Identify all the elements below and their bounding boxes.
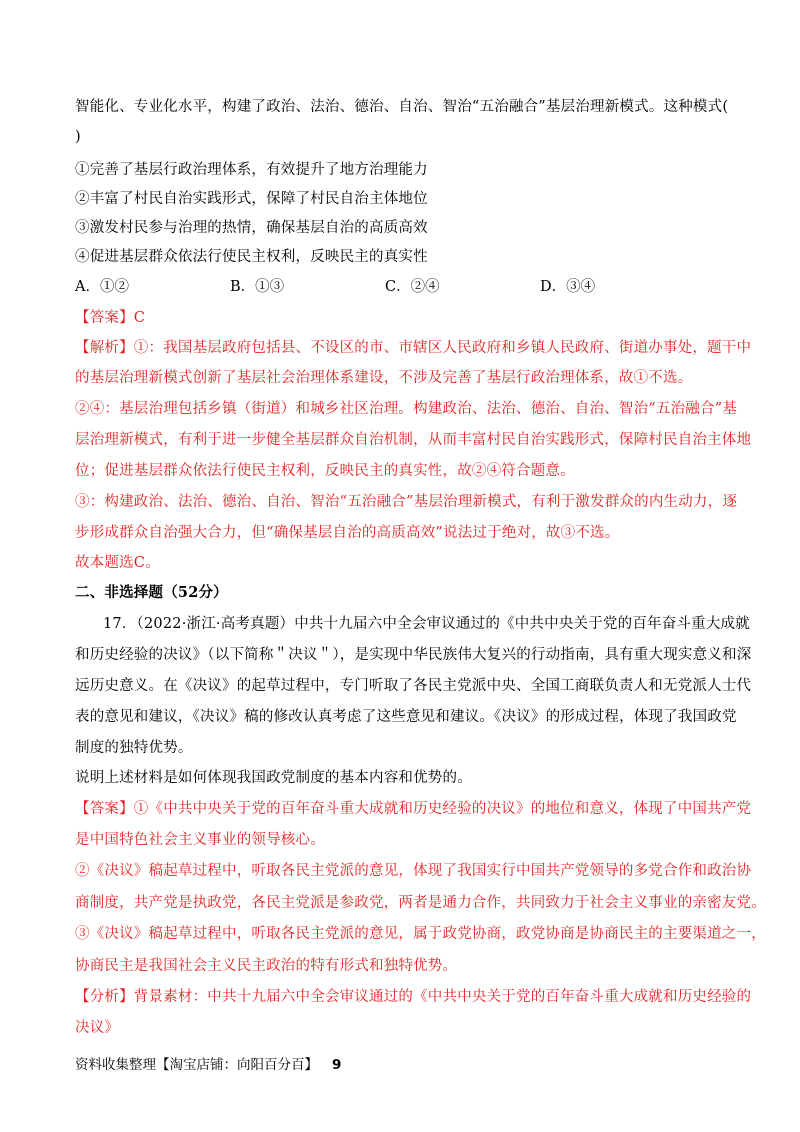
question-item-3: ③激发村民参与治理的热情，确保基层自治的高质高效 xyxy=(75,220,428,236)
question-stem-line-1: 智能化、专业化水平，构建了政治、法治、德治、自治、智治“五治融合”基层治理新模式。这种模式( xyxy=(75,99,729,115)
analysis-line-8: 故本题选C。 xyxy=(75,555,160,571)
q17-answer-line-6: 协商民主是我国社会主义民主政治的特有形式和独特优势。 xyxy=(75,958,458,974)
q17-analysis-line-1: 【分析】背景素材：中共十九届六中全会审议通过的《中共中央关于党的百年奋斗重大成就和历史经验的 xyxy=(75,989,752,1005)
question-item-4: ④促进基层群众依法行使民主权利，反映民主的真实性 xyxy=(75,249,428,265)
analysis-line-3: ②④：基层治理包括乡镇（街道）和城乡社区治理。构建政治、法治、德治、自治、智治“五治融合”基 xyxy=(75,401,738,417)
q17-analysis-line-2: 决议》 xyxy=(75,1020,120,1036)
q17-answer-line-2: 是中国特色社会主义事业的领导核心。 xyxy=(75,832,325,848)
analysis-line-2: 的基层治理新模式创新了基层社会治理体系建设，不涉及完善了基层行政治理体系，故①不选。 xyxy=(75,370,693,386)
question-item-2: ②丰富了村民自治实践形式，保障了村民自治主体地位 xyxy=(75,191,428,207)
page-number: 9 xyxy=(332,1057,342,1073)
q17-line-6: 说明上述材料是如何体现我国政党制度的基本内容和优势的。 xyxy=(75,770,472,786)
q17-line-3: 远历史意义。在《决议》的起草过程中，专门听取了各民主党派中央、全国工商联负责人和无党派人士代 xyxy=(75,678,752,694)
q17-line-5: 制度的独特优势。 xyxy=(75,740,193,756)
analysis-line-4: 层治理新模式，有利于进一步健全基层群众自治机制，从而丰富村民自治实践形式，保障村民自治主体地 xyxy=(75,432,752,448)
analysis-line-5: 位；促进基层群众依法行使民主权利，反映民主的真实性，故②④符合题意。 xyxy=(75,463,575,479)
answer-label: 【答案】C xyxy=(75,310,146,326)
q17-answer-line-4: 商制度，共产党是执政党，各民主党派是参政党，两者是通力合作，共同致力于社会主义事业的亲密友党。 xyxy=(75,895,766,911)
option-b: B．①③ xyxy=(230,279,285,295)
q17-line-2: 和历史经验的决议》（以下简称＂决议＂），是实现中华民族伟大复兴的行动指南，具有重大现实意义和深 xyxy=(75,647,752,663)
q17-line-4: 表的意见和建议，《决议》稿的修改认真考虑了这些意见和建议。《决议》的形成过程，体现了我国政党 xyxy=(75,709,737,725)
q17-line-1: 17．（2022·浙江·高考真题）中共十九届六中全会审议通过的《中共中央关于党的百年奋斗重大成就 xyxy=(103,616,750,632)
option-c: C．②④ xyxy=(385,279,440,295)
option-a: A．①② xyxy=(75,279,129,295)
analysis-line-7: 步形成群众自治强大合力，但“确保基层自治的高质高效”说法过于绝对，故③不选。 xyxy=(75,525,620,541)
analysis-line-1: 【解析】①：我国基层政府包括县、不设区的市、市辖区人民政府和乡镇人民政府、街道办事处，题干中 xyxy=(75,340,752,356)
section-heading: 二、非选择题（52分） xyxy=(75,584,228,601)
question-item-1: ①完善了基层行政治理体系，有效提升了地方治理能力 xyxy=(75,162,428,178)
footer-text: 资料收集整理【淘宝店铺：向阳百分百】 xyxy=(75,1057,318,1073)
q17-answer-line-3: ②《决议》稿起草过程中，听取各民主党派的意见，体现了我国实行中国共产党领导的多党合作和政治协 xyxy=(75,863,752,879)
q17-answer-line-5: ③《决议》稿起草过程中，听取各民主党派的意见，属于政党协商，政党协商是协商民主的主要渠道之一， xyxy=(75,926,766,942)
q17-answer-line-1: 【答案】①《中共中央关于党的百年奋斗重大成就和历史经验的决议》的地位和意义，体现了中国共产党 xyxy=(75,801,752,817)
analysis-line-6: ③：构建政治、法治、德治、自治、智治“五治融合”基层治理新模式，有利于激发群众的内生动力，逐 xyxy=(75,494,738,510)
option-d: D．③④ xyxy=(540,279,596,295)
question-stem-line-2: ) xyxy=(75,129,81,145)
page-footer xyxy=(75,1056,341,1074)
